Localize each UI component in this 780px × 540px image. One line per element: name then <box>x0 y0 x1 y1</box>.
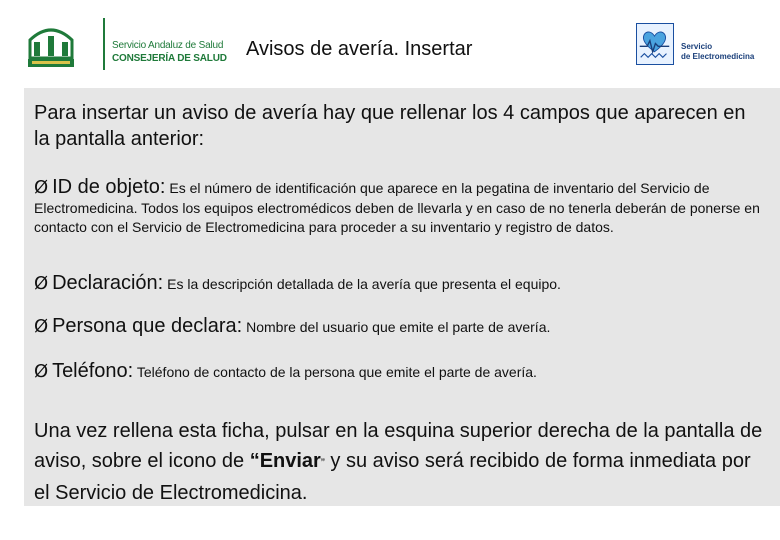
intro-paragraph: Para insertar un aviso de avería hay que rellenar los 4 campos que aparecen en la pantalla anterior: <box>34 102 746 150</box>
outro-text-end: y su aviso será recibido de forma inmediata por el Servicio de Electromedicina. <box>34 450 751 504</box>
junta-andalucia-emblem-icon <box>24 18 78 70</box>
electromedicina-logo <box>636 23 776 67</box>
field-label: Declaración: <box>52 272 164 294</box>
org-department: CONSEJERÍA DE SALUD <box>112 53 227 64</box>
heart-monitor-icon <box>637 24 672 63</box>
arrow-bullet-icon: Ø <box>34 273 49 294</box>
field-item-telefono <box>34 362 766 381</box>
electromedicina-logo-line1: Servicio <box>681 42 713 51</box>
enviar-close-quote: ” <box>320 456 325 470</box>
arrow-bullet-icon: Ø <box>34 361 49 382</box>
enviar-keyword: “Enviar <box>249 450 321 472</box>
slide-header <box>0 0 780 88</box>
field-description: Es el número de identificación que aparece en la pegatina de inventario del Servicio de Electromedicina. Todos los equipos electromédicos deben de llevarla y en caso de no tenerla deberán de ponerse en contacto con el Servicio de Electromedicina para proceder a su inventario y registro de datos. <box>34 180 760 235</box>
field-label: ID de objeto: <box>52 176 166 198</box>
electromedicina-emblem <box>636 23 674 65</box>
field-description: Es la descripción detallada de la avería que presenta el equipo. <box>163 276 561 292</box>
field-item-persona-que-declara <box>34 317 766 336</box>
outro-text-start: Una vez rellena esta ficha, pulsar en la esquina superior derecha de la pantalla de aviso, sobre el icono de <box>34 420 763 472</box>
field-description: Teléfono de contacto de la persona que emite el parte de avería. <box>133 364 537 380</box>
field-item-declaracion <box>34 274 766 293</box>
field-label: Teléfono: <box>52 360 134 382</box>
arrow-bullet-icon: Ø <box>34 177 49 198</box>
field-description: Nombre del usuario que emite el parte de avería. <box>242 319 551 335</box>
field-item-id-objeto <box>34 176 766 237</box>
outro-paragraph <box>34 416 766 508</box>
junta-andalucia-logo <box>24 18 227 70</box>
content-panel <box>24 88 780 506</box>
field-label: Persona que declara: <box>52 315 243 337</box>
org-name: Servicio Andaluz de Salud <box>112 40 224 51</box>
page-title: Avisos de avería. Insertar <box>246 38 473 60</box>
logo-divider <box>103 18 105 70</box>
arrow-bullet-icon: Ø <box>34 316 49 337</box>
electromedicina-logo-line2: de Electromedicina <box>681 52 755 61</box>
